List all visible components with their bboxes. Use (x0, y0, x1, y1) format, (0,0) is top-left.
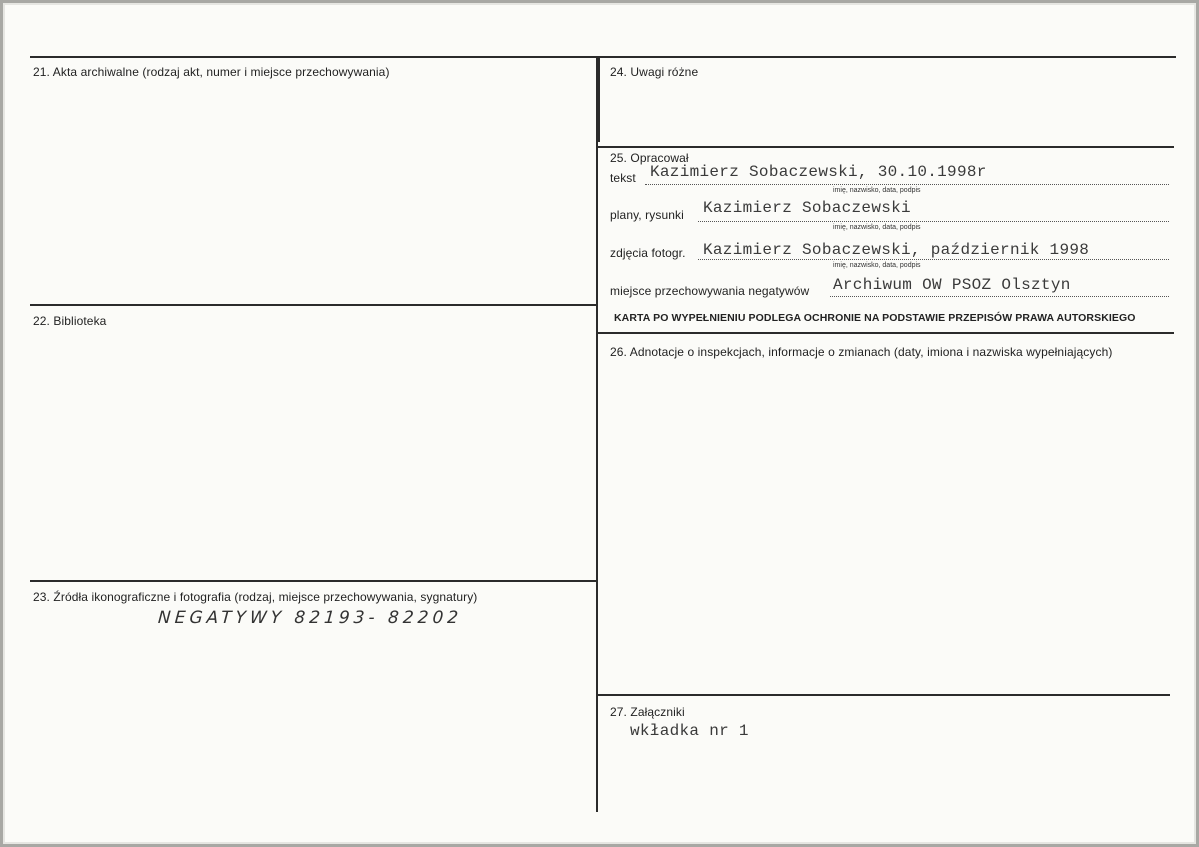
rule-25-26 (598, 332, 1174, 334)
section-24-label: 24. Uwagi różne (610, 65, 699, 79)
top-rule (30, 56, 1176, 58)
rule-21-22 (30, 304, 598, 306)
section-23-label: 23. Źródła ikonograficzne i fotografia (rodzaj, miejsce przechowywania, sygnatury) (33, 590, 478, 604)
plany-label: plany, rysunki (610, 208, 684, 222)
rule-22-23 (30, 580, 598, 582)
center-divider (596, 56, 598, 812)
zalaczniki-value: wkładka nr 1 (630, 722, 749, 740)
plany-hint: imię, nazwisko, data, podpis (833, 224, 921, 231)
zdjecia-hint: imię, nazwisko, data, podpis (833, 262, 921, 269)
zdjecia-value: Kazimierz Sobaczewski, październik 1998 (703, 241, 1090, 259)
section-22-label: 22. Biblioteka (33, 314, 107, 328)
plany-value: Kazimierz Sobaczewski (703, 199, 911, 217)
section-23-handwritten-note: NEGATYWY 82193- 82202 (157, 608, 463, 628)
zdjecia-dotted-line (698, 259, 1169, 260)
plany-dotted-line (698, 221, 1169, 222)
section-26-label: 26. Adnotacje o inspekcjach, informacje o zmianach (daty, imiona i nazwiska wypełniających) (610, 345, 1113, 359)
tekst-dotted-line (645, 184, 1169, 185)
rule-24-25 (598, 146, 1174, 148)
section-21-label: 21. Akta archiwalne (rodzaj akt, numer i miejsce przechowywania) (33, 65, 390, 79)
section-27-label: 27. Załączniki (610, 705, 685, 719)
rule-26-27 (598, 694, 1170, 696)
uwagi-left-border (598, 58, 600, 142)
zdjecia-label: zdjęcia fotogr. (610, 246, 686, 260)
section-25-label: 25. Opracował (610, 151, 689, 165)
tekst-label: tekst (610, 171, 636, 185)
tekst-hint: imię, nazwisko, data, podpis (833, 187, 921, 194)
copyright-note: KARTA PO WYPEŁNIENIU PODLEGA OCHRONIE NA PODSTAWIE PRZEPISÓW PRAWA AUTORSKIEGO (614, 312, 1136, 324)
miejsce-dotted-line (830, 296, 1169, 297)
miejsce-label: miejsce przechowywania negatywów (610, 284, 810, 298)
tekst-value: Kazimierz Sobaczewski, 30.10.1998r (650, 163, 987, 181)
miejsce-value: Archiwum OW PSOZ Olsztyn (833, 276, 1071, 294)
